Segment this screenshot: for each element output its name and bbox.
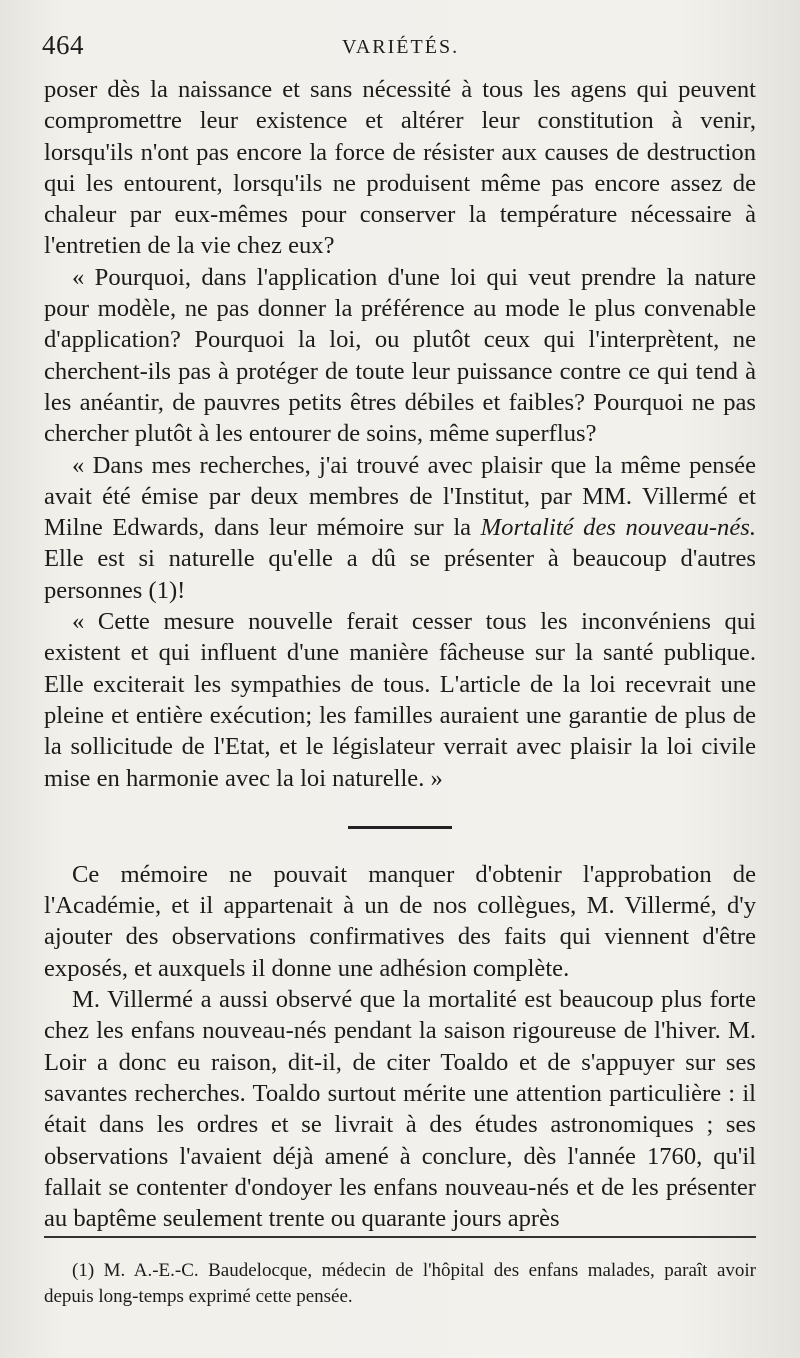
body-text xyxy=(44,74,756,1234)
running-head xyxy=(42,30,754,66)
page-number: 464 xyxy=(42,30,84,60)
section-divider xyxy=(348,826,452,829)
footnote-divider xyxy=(44,1236,756,1238)
paragraph-1: poser dès la naissance et sans nécessité à tous les agens qui peuvent compromettre leur existence et altérer leur constitution à venir, lorsqu'ils n'ont pas encore la force de résister aux causes de destruction qui les entourent, lorsqu'ils ne produisent même pas encore assez de chaleur par eux-mêmes pour conserver la température nécessaire à l'entretien de la vie chez eux? xyxy=(44,76,756,260)
paragraph-3-title-italic: Mortalité des nouveau-nés. xyxy=(480,514,756,542)
paragraph-3-end: Elle est si naturelle qu'elle a dû se présenter à beaucoup d'autres personnes (1)! xyxy=(44,545,756,604)
paragraph-6: M. Villermé a aussi observé que la mortalité est beaucoup plus forte chez les enfans nouveau-nés pendant la saison rigoureuse de l'hiver. M. Loir a donc eu raison, dit-il, de citer Toaldo et de s'appuyer sur ses savantes recherches. Toaldo surtout mérite une attention particulière : il était dans les ordres et se livrait à des études astronomiques ; ses observations l'avaient déjà amené à conclure, dès l'année 1760, qu'il fallait se contenter d'ondoyer les enfans nouveau-nés et de les présenter au baptême seulement trente ou quarante jours après xyxy=(44,986,756,1233)
footnote-text: (1) M. A.-E.-C. Baudelocque, médecin de l'hôpital des enfans malades, paraît avoir depuis long-temps exprimé cette pensée. xyxy=(44,1260,756,1307)
section-title: VARIÉTÉS. xyxy=(342,36,460,58)
paragraph-2: « Pourquoi, dans l'application d'une loi qui veut prendre la nature pour modèle, ne pas donner la préférence au mode le plus convenable d'application? Pourquoi la loi, ou plutôt ceux qui l'interprètent, ne cherchent-ils pas à protéger de toute leur puissance contre ce qui tend à les anéantir, de pauvres petits êtres débiles et faibles? Pourquoi ne pas chercher plutôt à les entourer de soins, même superflus? xyxy=(44,263,756,448)
paragraph-5: Ce mémoire ne pouvait manquer d'obtenir l'approbation de l'Académie, et il appartenait à un de nos collègues, M. Villermé, d'y ajouter des observations confirmatives des faits qui viennent d'être exposés, et auxquels il donne une adhésion complète. xyxy=(44,860,756,982)
paragraph-3-start: « Dans mes recherches, j'ai trouvé avec plaisir que la même pensée avait été émise par deux membres de l'Institut, par MM. Villermé et Milne Edwards, dans leur mémoire sur la xyxy=(44,451,756,542)
footnote xyxy=(44,1258,756,1310)
paragraph-4: « Cette mesure nouvelle ferait cesser tous les inconvéniens qui existent et qui influent d'une manière fâcheuse sur la santé publique. Elle exciterait les sympathies de tous. L'article de la loi recevrait une pleine et entière exécution; les familles auraient une garantie de plus de la sollicitude de l'Etat, et le législateur verrait avec plaisir la loi civile mise en harmonie avec la loi naturelle. » xyxy=(44,608,756,792)
paragraph-3 xyxy=(44,450,756,606)
